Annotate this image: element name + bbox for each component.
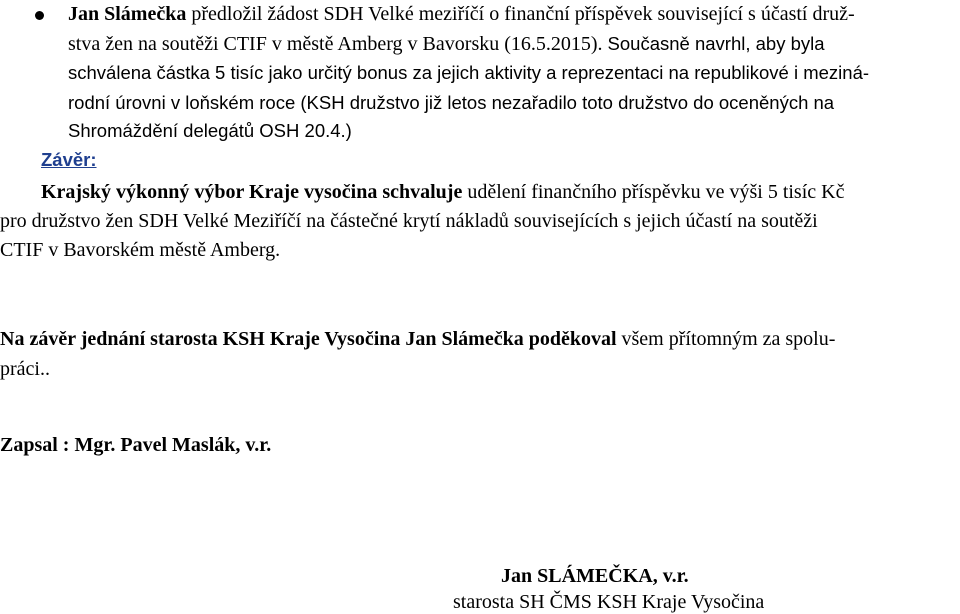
- conclusion-line-1-text: udělení finančního příspěvku ve výši 5 tisíc Kč: [462, 181, 845, 203]
- conclusion-decision-bold: Krajský výkonný výbor Kraje vysočina schvaluje: [41, 181, 463, 203]
- closing-line-1-text: všem přítomným za spolu-: [616, 328, 836, 350]
- conclusion-line-1: [41, 182, 844, 202]
- bullet-line-4: rodní úrovni v loňském roce (KSH družstvo již letos nezařadilo toto družstvo do oceněných na: [68, 92, 835, 113]
- bullet-line-1: [68, 4, 855, 24]
- closing-bold: Na závěr jednání starosta KSH Kraje Vysočina Jan Slámečka poděkoval: [0, 328, 617, 350]
- bullet-line-2b-text: Současně navrhl, aby byla: [607, 33, 825, 54]
- signature-name: Jan SLÁMEČKA, v.r.: [501, 565, 689, 587]
- signature-title: starosta SH ČMS KSH Kraje Vysočina: [453, 591, 765, 613]
- conclusion-line-3: CTIF v Bavorském městě Amberg.: [0, 239, 281, 261]
- bullet-line-3: schválena částka 5 tisíc jako určitý bonus za jejich aktivity a reprezentaci na republikové i meziná-: [68, 62, 870, 83]
- bullet-line-2: [68, 34, 825, 54]
- bullet-line-2a-text: stva žen na soutěži CTIF v městě Amberg v Bavorsku (16.5.2015).: [68, 33, 608, 55]
- closing-line-2: práci..: [0, 358, 50, 380]
- bullet-line-5: Shromáždění delegátů OSH 20.4.): [68, 120, 352, 141]
- conclusion-line-2: pro družstvo žen SDH Velké Meziříčí na částečné krytí nákladů souvisejících s jejich účastí na soutěži: [0, 210, 818, 232]
- bullet-point-icon: [35, 11, 44, 20]
- recorded-by: Zapsal : Mgr. Pavel Maslák, v.r.: [0, 434, 272, 456]
- conclusion-heading: Závěr:: [41, 149, 97, 170]
- bullet-line-1-text: předložil žádost SDH Velké meziříčí o finanční příspěvek související s účastí druž-: [186, 3, 855, 25]
- bullet-name: Jan Slámečka: [68, 3, 187, 25]
- closing-line-1: [0, 329, 835, 349]
